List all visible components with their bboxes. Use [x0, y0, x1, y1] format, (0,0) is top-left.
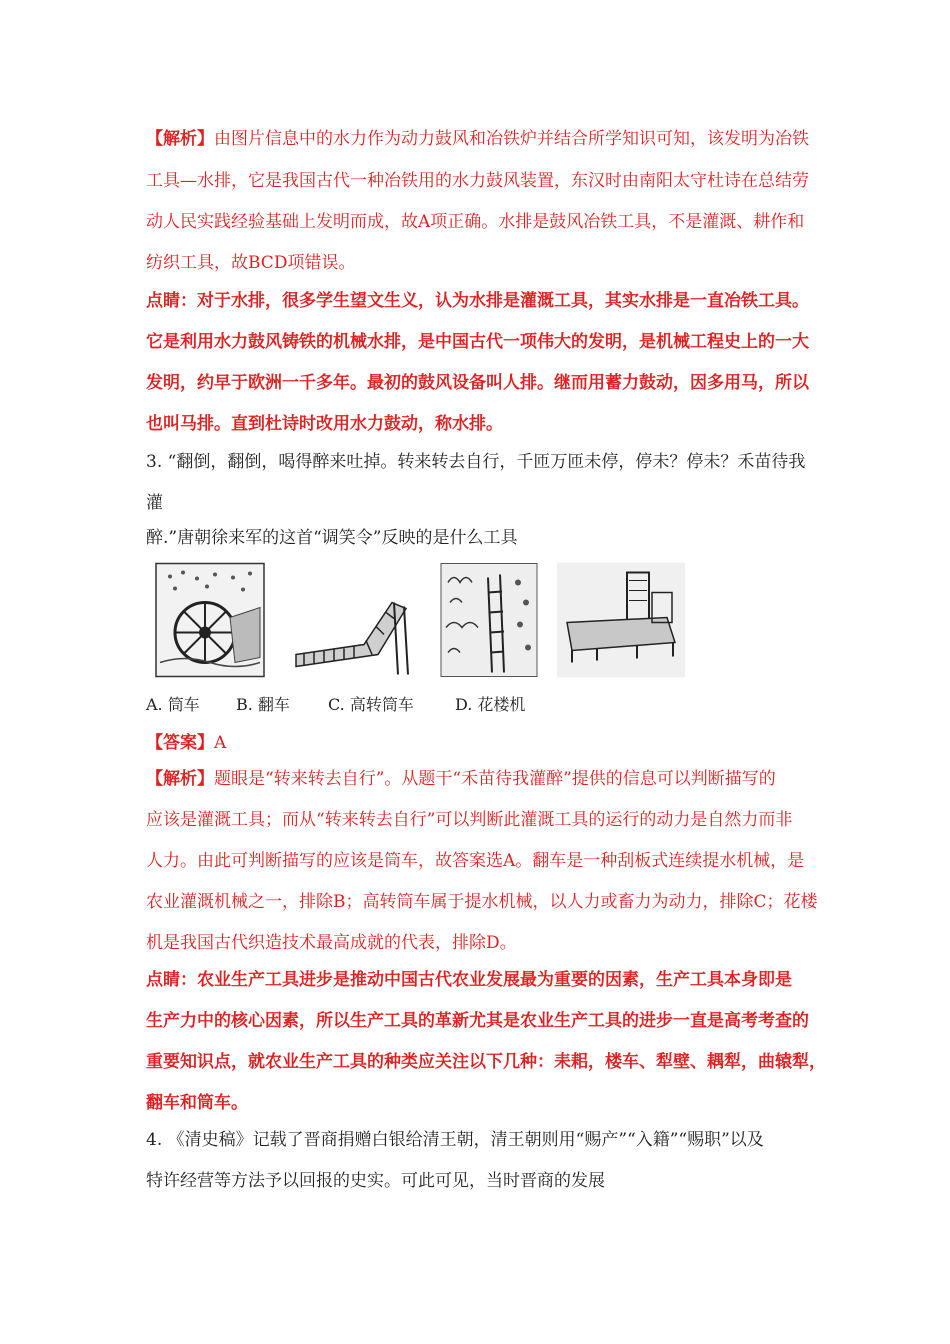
q3-analysis-line-5: 机是我国古代织造技术最高成就的代表，排除D。 [146, 933, 517, 953]
option-c: C. 高转筒车 [328, 695, 414, 714]
dragon-backbone-pump-illustration [294, 560, 410, 680]
q3-note-line-4: 翻车和筒车。 [146, 1093, 248, 1113]
drawloom-illustration [557, 560, 685, 680]
q2-analysis-line-3: 动人民实践经验基础上发明而成，故A项正确。水排是鼓风冶铁工具，不是灌溉、耕作和 [146, 212, 805, 232]
q3-analysis-line-1: 【解析】题眼是“转来转去自行”。从题干“禾苗待我灌醉”提供的信息可以判断描写的 [146, 769, 776, 789]
q3-analysis-line-3: 人力。由此可判断描写的应该是筒车，故答案选A。翻车是一种刮板式连续提水机械，是 [146, 851, 805, 871]
q3-analysis-line-2: 应该是灌溉工具；而从“转来转去自行”可以判断此灌溉工具的运行的动力是自然力而非 [146, 810, 793, 830]
q3-note-line-2: 生产力中的核心因素，所以生产工具的革新尤其是农业生产工具的进步一直是高考考查的 [146, 1011, 809, 1031]
answer-tag: 【答案】 [146, 733, 214, 753]
analysis-tag: 【解析】 [146, 129, 214, 149]
q2-note-line-1: 点睛：对于水排，很多学生望文生义，认为水排是灌溉工具，其实水排是一直冶铁工具。 [146, 291, 809, 311]
q2-note-line-2: 它是利用水力鼓风铸铁的机械水排，是中国古代一项伟大的发明，是机械工程史上的一大 [146, 332, 809, 352]
q3-stem-line-2: 灌 [146, 493, 163, 513]
q3-answer [146, 728, 226, 753]
q3-stem-line-3: 醉.”唐朝徐来军的这首“调笑令”反映的是什么工具 [146, 528, 518, 548]
option-b: B. 翻车 [236, 695, 290, 714]
q2-analysis-line-4: 纺织工具，故BCD项错误。 [146, 253, 356, 273]
answer-value: A [214, 733, 227, 753]
q3-note-line-3: 重要知识点，就农业生产工具的种类应关注以下几种：耒耜，楼车、犁壁、耦犁，曲辕犁， [146, 1052, 826, 1072]
q4-stem-line-1: 4. 《清史稿》记载了晋商捐赠白银给清王朝，清王朝则用“赐产”“入籍”“赐职”以及 [146, 1130, 764, 1150]
q4-stem-line-2: 特许经营等方法予以回报的史实。可此可见，当时晋商的发展 [146, 1171, 605, 1191]
option-d: D. 花楼机 [455, 695, 526, 714]
tube-wheel-illustration [155, 560, 265, 680]
q3-analysis-line-4: 农业灌溉机械之一，排除B；高转筒车属于提水机械，以人力或畜力为动力，排除C；花楼 [146, 892, 818, 912]
option-a: A. 筒车 [146, 695, 200, 714]
q2-analysis-line-1: 【解析】由图片信息中的水力作为动力鼓风和冶铁炉并结合所学知识可知，该发明为冶铁 [146, 129, 809, 149]
q3-stem-line-1: 3. “翻倒，翻倒，喝得醉来吐掉。转来转去自行，千匝万匝未停，停未？停未？禾苗待我 [146, 452, 806, 472]
q2-note-line-3: 发明，约早于欧洲一千多年。最初的鼓风设备叫人排。继而用蓄力鼓动，因多用马，所以 [146, 373, 809, 393]
high-rotary-tube-wheel-illustration [440, 560, 538, 680]
q2-analysis-line-2: 工具—水排，它是我国古代一种冶铁用的水力鼓风装置，东汉时由南阳太守杜诗在总结劳 [146, 171, 809, 191]
analysis-tag: 【解析】 [146, 769, 214, 789]
q2-note-line-4: 也叫马排。直到杜诗时改用水力鼓动，称水排。 [146, 414, 503, 434]
q3-note-line-1: 点睛：农业生产工具进步是推动中国古代农业发展最为重要的因素，生产工具本身即是 [146, 970, 792, 990]
